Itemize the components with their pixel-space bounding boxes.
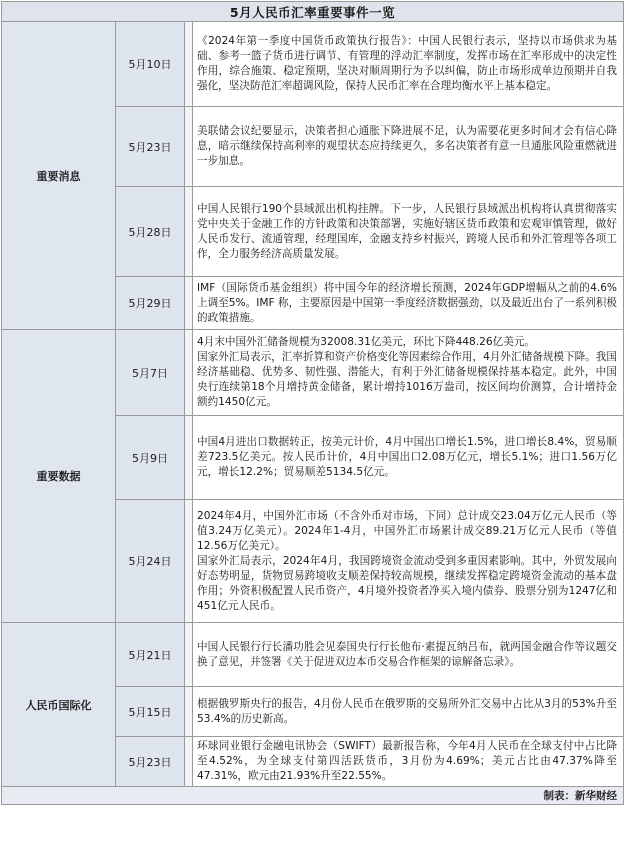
- event-content-cell: [193, 187, 624, 277]
- event-content-cell: [193, 22, 624, 107]
- spacer-cell: [185, 187, 193, 277]
- date-cell: 5月10日: [116, 22, 185, 107]
- date-cell: 5月23日: [116, 107, 185, 187]
- event-content-cell: [193, 416, 624, 500]
- date-cell: 5月24日: [116, 500, 185, 623]
- spacer-cell: [185, 500, 193, 623]
- source-credit: 制表：新华财经: [2, 787, 624, 805]
- event-content-cell: [193, 737, 624, 787]
- table-title: 5月人民币汇率重要事件一览: [2, 2, 624, 22]
- date-cell: 5月28日: [116, 187, 185, 277]
- event-paragraph: 中国人民银行190个县域派出机构挂牌。下一步，人民银行县域派出机构将认真贯彻落实党中央关于金融工作的方针政策和决策部署，实施好辖区货币政策和宏观审慎管理，做好人民币发行、流通管理，经理国库，金融支持乡村振兴，跨境人民币和外汇管理等各项工作，全力服务经济高质量发展。: [197, 202, 617, 260]
- date-cell: 5月15日: [116, 687, 185, 737]
- footer-row: [2, 787, 624, 805]
- event-paragraph: 国家外汇局表示，2024年4月，我国跨境资金流动受到多重因素影响。其中，外贸发展向好态势明显，货物贸易跨境收支顺差保持较高规模，继续发挥稳定跨境资金流动的基本盘作用；外资积极配置人民币资产，4月境外投资者净买入境内债券、股票分别为1247亿和451亿元人民币。: [197, 554, 617, 612]
- date-cell: 5月9日: [116, 416, 185, 500]
- event-paragraph: 美联储会议纪要显示，决策者担心通胀下降进展不足，认为需要花更多时间才会有信心降息，暗示继续保持高利率的观望状态应持续更久，多名决策者有意一旦通胀风险重燃就进一步加息。: [197, 125, 617, 167]
- spacer-cell: [185, 687, 193, 737]
- event-content-cell: [193, 107, 624, 187]
- category-cell-internationalization: 人民币国际化: [2, 623, 116, 787]
- date-cell: 5月29日: [116, 277, 185, 330]
- event-content-cell: [193, 623, 624, 687]
- spacer-cell: [185, 623, 193, 687]
- event-paragraph: 中国4月进出口数据转正，按美元计价，4月中国出口增长1.5%，进口增长8.4%，贸易顺差723.5亿美元。按人民币计价，4月中国出口2.08万亿元，增长5.1%；进口1.56万亿元，增长12.2%；贸易顺差5134.5亿元。: [197, 436, 617, 478]
- events-table-body: [2, 2, 624, 805]
- event-paragraph: 2024年4月，中国外汇市场（不含外币对市场，下同）总计成交23.04万亿元人民币（等值3.24万亿美元）。2024年1-4月，中国外汇市场累计成交89.21万亿元人民币（等值12.56万亿美元）。: [197, 509, 617, 552]
- event-content-cell: [193, 330, 624, 416]
- date-cell: 5月23日: [116, 737, 185, 787]
- event-paragraph: 国家外汇局表示，汇率折算和资产价格变化等因素综合作用，4月外汇储备规模下降。我国经济基础稳、优势多、韧性强、潜能大，有利于外汇储备规模保持基本稳定。此外，中国央行连续第18个月增持黄金储备，累计增持1016万盎司，按区间均价测算，合计增持金额约1450亿元。: [197, 351, 617, 408]
- date-cell: 5月7日: [116, 330, 185, 416]
- event-paragraph: 4月末中国外汇储备规模为32008.31亿美元，环比下降448.26亿美元。: [197, 336, 536, 348]
- table-row: [2, 623, 624, 687]
- event-paragraph: 《2024年第一季度中国货币政策执行报告》：中国人民银行表示，坚持以市场供求为基础、参考一篮子货币进行调节、有管理的浮动汇率制度，发挥市场在汇率形成中的决定性作用，综合施策、稳定预期，坚决对顺周期行为予以纠偏，防止市场形成单边预期并自我强化，坚决防范汇率超调风险，保持人民币汇率在合理均衡水平上基本稳定。: [197, 35, 617, 92]
- event-paragraph: 环球同业银行金融电讯协会（SWIFT）最新报告称，今年4月人民币在全球支付中占比降至4.52%，为全球支付第四活跃货币，3月份为4.69%；美元占比由47.37%降至47.31%，欧元由21.93%升至22.55%。: [197, 740, 617, 782]
- spacer-cell: [185, 416, 193, 500]
- event-paragraph: IMF（国际货币基金组织）将中国今年的经济增长预测，2024年GDP增幅从之前的4.6%上调至5%。IMF 称，主要原因是中国第一季度经济数据强劲，以及最近出台了一系列积极的政策措施。: [197, 281, 617, 324]
- table-row: [2, 330, 624, 416]
- event-paragraph: 根据俄罗斯央行的报告，4月份人民币在俄罗斯的交易所外汇交易中占比从3月的53%升至53.4%的历史新高。: [197, 697, 617, 725]
- category-cell-data: 重要数据: [2, 330, 116, 623]
- table-row: [2, 22, 624, 107]
- title-row: [2, 2, 624, 22]
- date-cell: 5月21日: [116, 623, 185, 687]
- events-table: [1, 1, 624, 805]
- event-content-cell: [193, 277, 624, 330]
- spacer-cell: [185, 737, 193, 787]
- spacer-cell: [185, 330, 193, 416]
- event-content-cell: [193, 500, 624, 623]
- spacer-cell: [185, 22, 193, 107]
- spacer-cell: [185, 107, 193, 187]
- category-cell-news: 重要消息: [2, 22, 116, 330]
- events-table-page: [1, 1, 624, 845]
- event-content-cell: [193, 687, 624, 737]
- event-paragraph: 中国人民银行行长潘功胜会见泰国央行行长他布·素提瓦纳吕布，就两国金融合作等议题交换了意见，并签署《关于促进双边本币交易合作框架的谅解备忘录》。: [197, 640, 617, 668]
- spacer-cell: [185, 277, 193, 330]
